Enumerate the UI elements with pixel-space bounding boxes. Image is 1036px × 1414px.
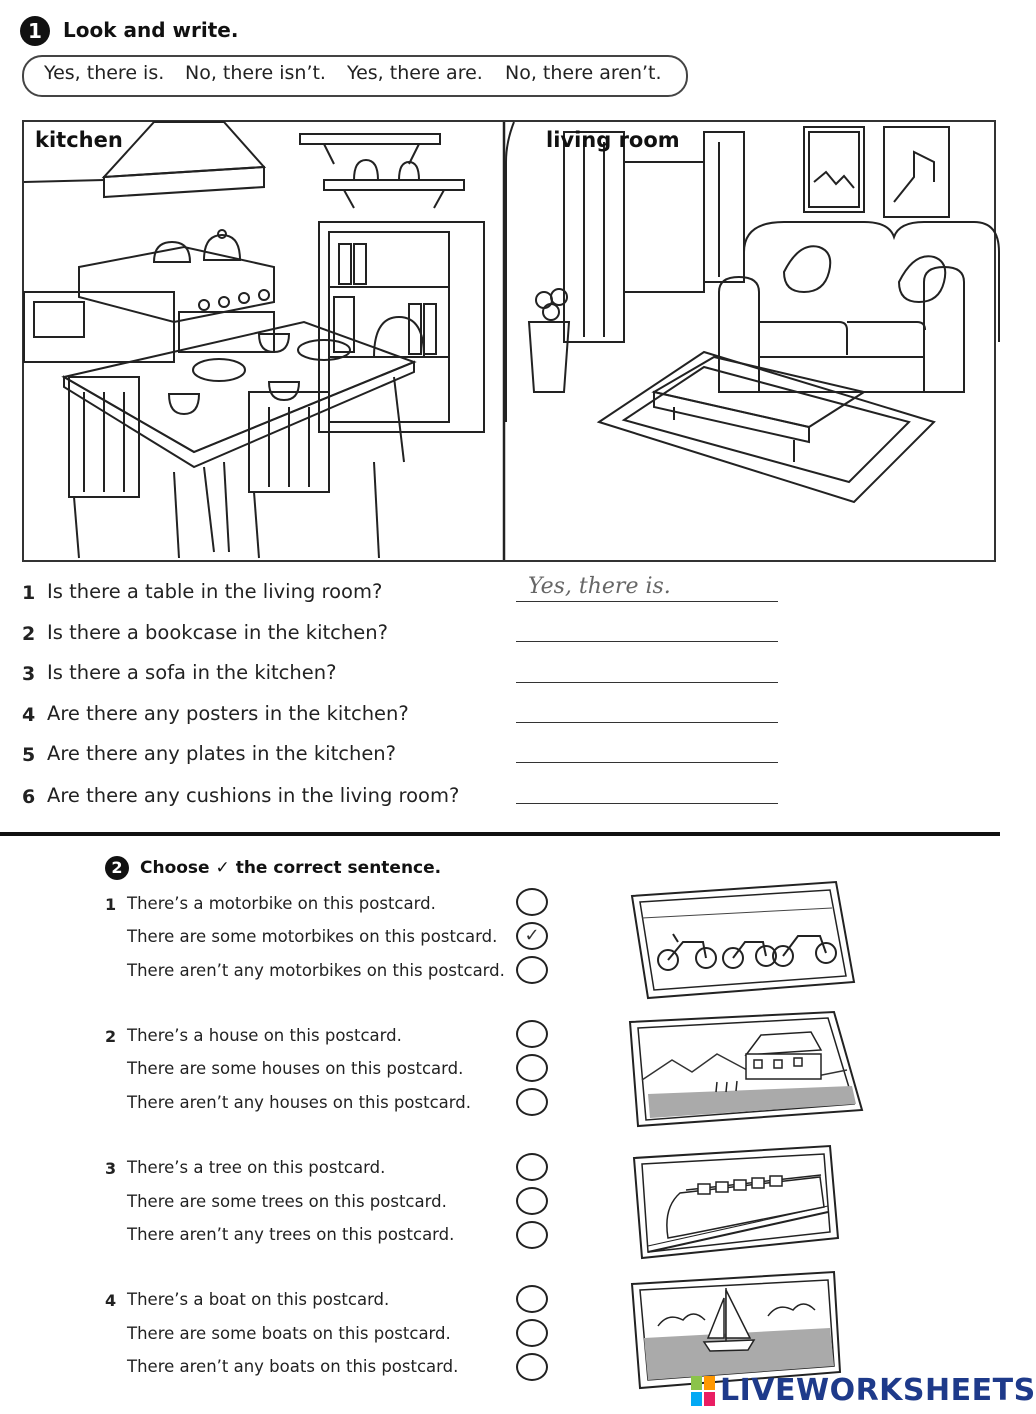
sentence-option: There are some boats on this postcard. [127,1324,451,1343]
checkmark-icon: ✓ [215,858,230,878]
exercise-number-badge: 2 [105,856,129,880]
group-number: 2 [105,1027,117,1046]
group-number: 1 [105,895,117,914]
answer-circle[interactable] [516,956,548,984]
word-bank-item: Yes, there is. [44,62,165,84]
brand-name: LIVEWORKSHEETS [720,1373,1036,1408]
exercise-number-badge: 1 [20,16,50,46]
sentence-option: There’s a house on this postcard. [127,1026,402,1045]
sentence-option: There aren’t any trees on this postcard. [127,1225,455,1244]
question-text: Are there any plates in the kitchen? [47,742,397,765]
exercise-title-text: the correct sentence. [235,858,442,878]
answer-line[interactable] [516,682,778,683]
postcard-train [628,1142,840,1260]
word-bank-item: No, there aren’t. [505,62,662,84]
group-number: 4 [105,1291,117,1310]
answer-circle[interactable] [516,1353,548,1381]
answer-line[interactable] [516,762,778,763]
sentence-option: There’s a tree on this postcard. [127,1158,386,1177]
room-illustration [22,120,996,562]
sentence-option: There’s a boat on this postcard. [127,1290,390,1309]
sentence-option: There are some trees on this postcard. [127,1192,447,1211]
question-text: Is there a sofa in the kitchen? [47,661,337,684]
answer-circle[interactable] [516,1221,548,1249]
answer-line[interactable] [516,803,778,804]
answer-circle[interactable] [516,888,548,916]
sentence-option: There aren’t any motorbikes on this postcard. [127,961,505,980]
question-number: 2 [22,623,36,645]
answer-line[interactable] [516,722,778,723]
question-text: Are there any posters in the kitchen? [47,702,409,725]
answer-line[interactable] [516,641,778,642]
answer-circle[interactable] [516,1054,548,1082]
question-number: 1 [22,582,36,604]
answer-circle[interactable] [516,1285,548,1313]
postcard-house [626,1010,866,1130]
question-text: Are there any cushions in the living room? [47,784,460,807]
question-number: 6 [22,786,36,808]
word-bank-item: No, there isn’t. [185,62,326,84]
question-number: 4 [22,704,36,726]
question-text: Is there a table in the living room? [47,580,383,603]
question-text: Is there a bookcase in the kitchen? [47,621,388,644]
exercise-title [140,858,441,878]
sentence-option: There are some houses on this postcard. [127,1059,464,1078]
postcard-motorbikes [628,878,858,1004]
exercise-title-text: Choose [140,858,210,878]
logo-icon [690,1375,716,1407]
section-divider [0,832,1000,836]
room-label-kitchen: kitchen [35,128,123,152]
answer-circle[interactable] [516,1088,548,1116]
example-answer: Yes, there is. [528,574,671,599]
room-label-living-room: living room [546,128,680,152]
living-room-illustration [506,122,999,502]
question-number: 5 [22,744,36,766]
answer-line[interactable] [516,601,778,602]
word-bank-item: Yes, there are. [347,62,483,84]
answer-circle[interactable] [516,1020,548,1048]
kitchen-illustration [24,122,484,558]
question-number: 3 [22,663,36,685]
answer-circle[interactable] [516,1153,548,1181]
exercise-title: Look and write. [63,18,239,42]
answer-circle[interactable] [516,1187,548,1215]
sentence-option: There aren’t any houses on this postcard. [127,1093,471,1112]
sentence-option: There’s a motorbike on this postcard. [127,894,436,913]
sentence-option: There are some motorbikes on this postcard. [127,927,498,946]
group-number: 3 [105,1159,117,1178]
sentence-option: There aren’t any boats on this postcard. [127,1357,459,1376]
answer-circle-checked[interactable]: ✓ [516,922,548,950]
answer-circle[interactable] [516,1319,548,1347]
